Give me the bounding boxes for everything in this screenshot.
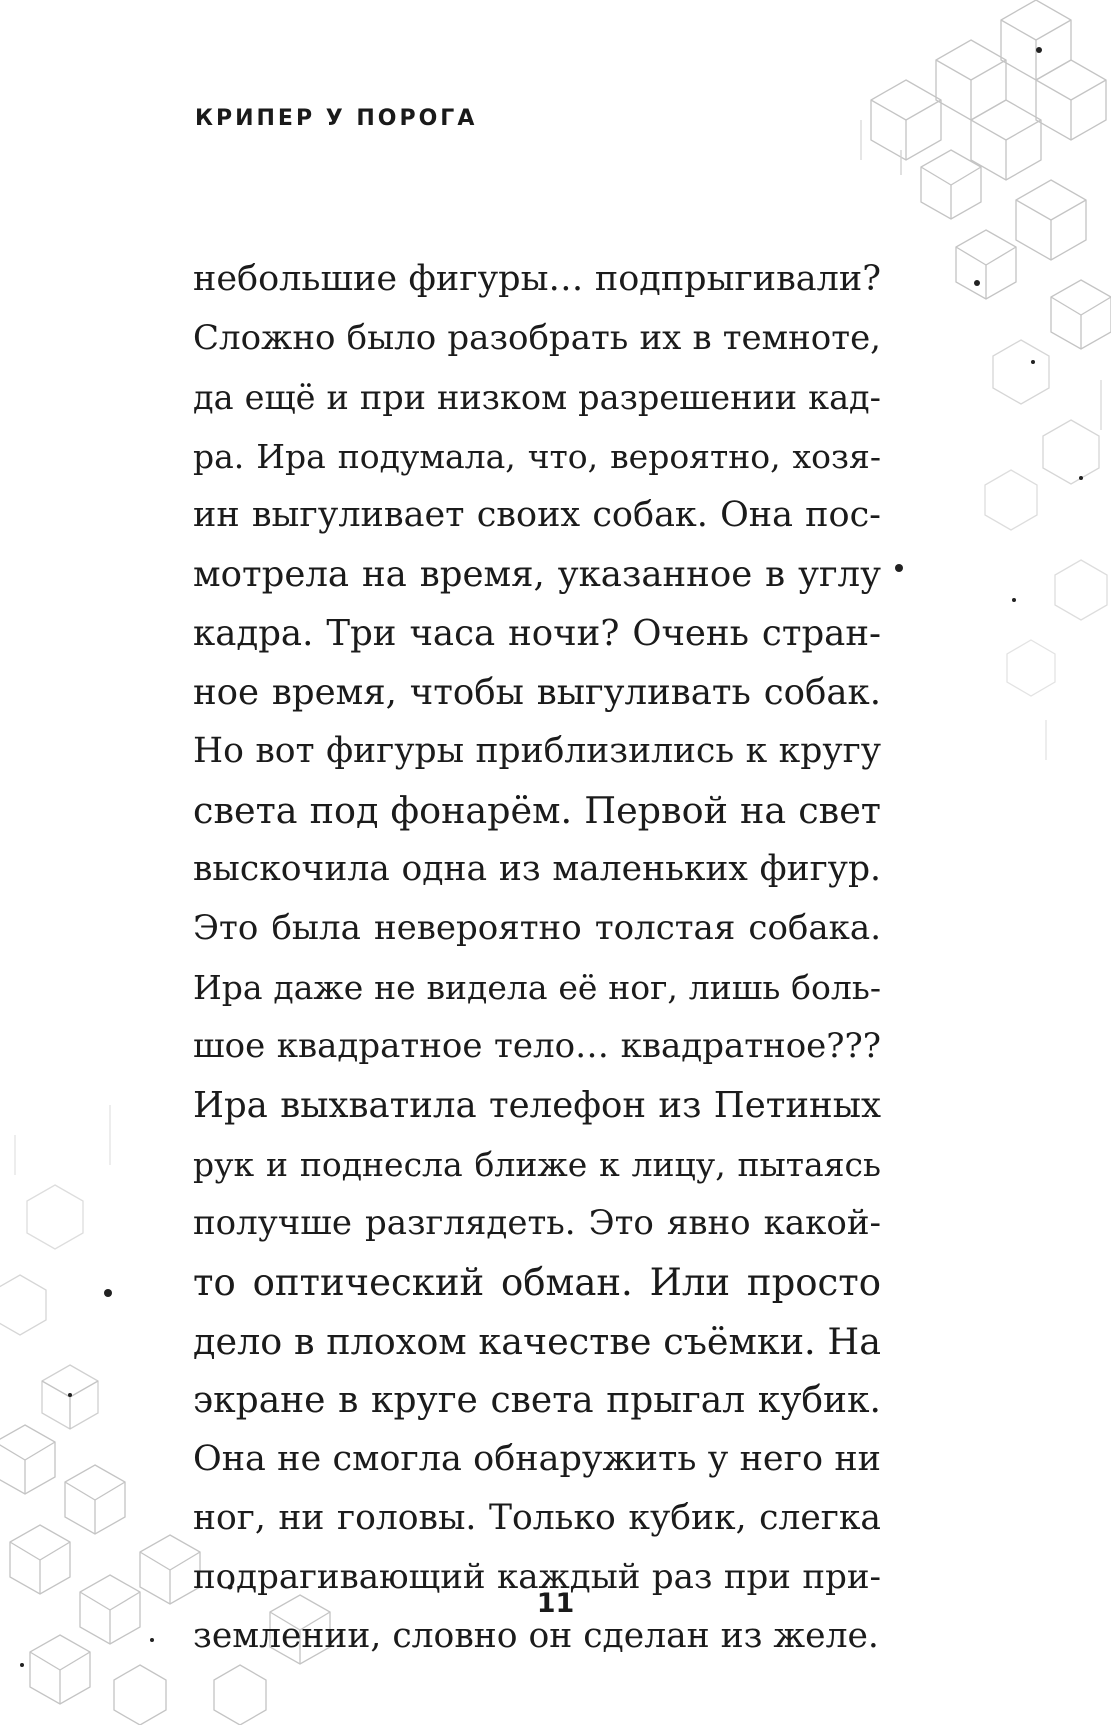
- page-number: 11: [536, 1588, 575, 1619]
- text-line: Она не смогла обнаружить у него ни: [193, 1439, 881, 1479]
- text-line: Ира даже не видела её ног, лишь боль-: [193, 968, 881, 1007]
- text-line: ное время, чтобы выгуливать собак.: [193, 672, 881, 713]
- text-line: Сложно было разобрать их в темноте,: [193, 318, 881, 358]
- text-line: шое квадратное тело… квадратное???: [193, 1026, 881, 1066]
- text-line: небольшие фигуры… подпрыгивали?: [193, 259, 881, 299]
- text-line: Ира выхватила телефон из Петиных: [193, 1085, 881, 1126]
- text-line: ног, ни головы. Только кубик, слегка: [193, 1498, 881, 1538]
- text-line: дело в плохом качестве съёмки. На: [193, 1320, 881, 1363]
- text-line: получше разглядеть. Это явно какой-: [193, 1203, 881, 1243]
- text-line: кадра. Три часа ночи? Очень стран-: [193, 613, 881, 654]
- text-line: то оптический обман. Или просто: [193, 1261, 881, 1304]
- text-line: Это была невероятно толстая собака.: [193, 908, 881, 948]
- text-line: землении, словно он сделан из желе.: [193, 1616, 879, 1656]
- text-line: рук и поднесла ближе к лицу, пытаясь: [193, 1145, 881, 1184]
- text-line: Но вот фигуры приблизились к кругу: [193, 731, 881, 771]
- text-line: ин выгуливает своих собак. Она пос-: [193, 495, 881, 535]
- text-line: подрагивающий каждый раз при при-: [193, 1557, 881, 1597]
- body-text: [193, 250, 881, 1666]
- text-line: выскочила одна из маленьких фигур.: [193, 849, 881, 889]
- text-line: мотрела на время, указанное в углу: [193, 554, 881, 595]
- text-line: экране в круге света прыгал кубик.: [193, 1380, 881, 1421]
- running-title: КРИПЕР У ПОРОГА: [195, 106, 478, 131]
- text-line: света под фонарём. Первой на свет: [193, 789, 881, 832]
- text-line: да ещё и при низком разрешении кад-: [193, 378, 881, 417]
- text-line: ра. Ира подумала, что, вероятно, хозя-: [193, 437, 881, 476]
